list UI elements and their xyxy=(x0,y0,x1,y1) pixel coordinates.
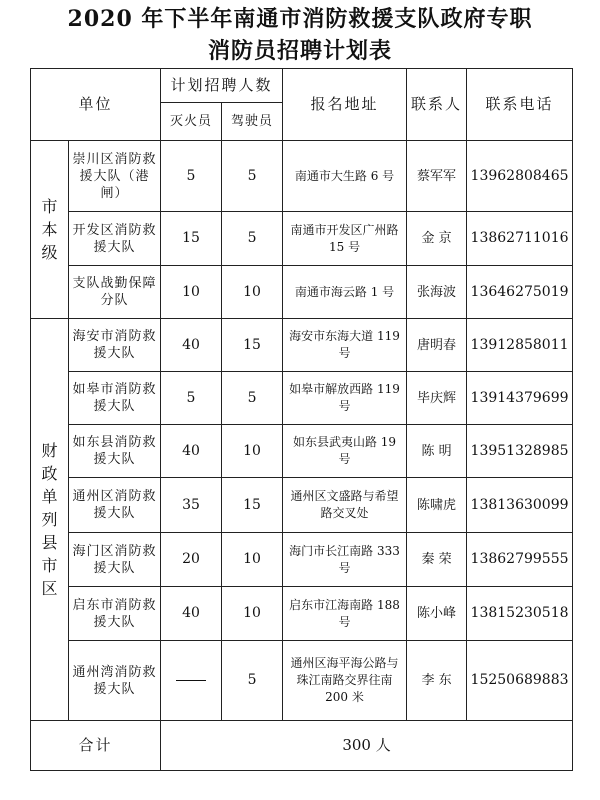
header-phone: 联系电话 xyxy=(467,69,573,141)
header-plan: 计划招聘人数 xyxy=(161,69,283,103)
table-row xyxy=(31,212,573,266)
address-cell: 如皋市解放西路 119 号 xyxy=(283,372,407,425)
phone-cell: 13815230518 xyxy=(467,587,573,641)
firefighter-count xyxy=(161,641,222,721)
driver-count: 5 xyxy=(222,141,283,212)
firefighter-count: 40 xyxy=(161,425,222,478)
table-row xyxy=(31,141,573,212)
phone-cell: 13914379699 xyxy=(467,372,573,425)
group-label-char: 市 xyxy=(41,556,58,575)
header-driver: 驾驶员 xyxy=(222,103,283,141)
contact-cell: 张海波 xyxy=(407,266,467,319)
driver-count: 5 xyxy=(222,372,283,425)
unit-cell: 通州区消防救援大队 xyxy=(69,478,161,533)
driver-count: 15 xyxy=(222,319,283,372)
unit-cell: 海门区消防救援大队 xyxy=(69,533,161,587)
phone-cell: 13862711016 xyxy=(467,212,573,266)
contact-cell: 秦 荣 xyxy=(407,533,467,587)
phone-cell: 13912858011 xyxy=(467,319,573,372)
address-cell: 南通市大生路 6 号 xyxy=(283,141,407,212)
phone-cell: 15250689883 xyxy=(467,641,573,721)
table-row xyxy=(31,533,573,587)
document-title-line1: 2020 年下半年南通市消防救援支队政府专职 xyxy=(67,6,533,32)
firefighter-count: 15 xyxy=(161,212,222,266)
contact-cell: 唐明春 xyxy=(407,319,467,372)
address-cell: 通州区海平海公路与珠江南路交界往南 200 米 xyxy=(283,641,407,721)
address-cell: 海安市东海大道 119 号 xyxy=(283,319,407,372)
contact-cell: 陈小峰 xyxy=(407,587,467,641)
recruitment-plan-table xyxy=(30,68,573,771)
firefighter-count: 20 xyxy=(161,533,222,587)
group-label-char: 区 xyxy=(41,579,58,598)
contact-cell: 毕庆辉 xyxy=(407,372,467,425)
driver-count: 10 xyxy=(222,587,283,641)
driver-count: 5 xyxy=(222,212,283,266)
header-unit: 单位 xyxy=(31,69,161,141)
contact-cell: 蔡军军 xyxy=(407,141,467,212)
contact-cell: 陈 明 xyxy=(407,425,467,478)
contact-cell: 陈啸虎 xyxy=(407,478,467,533)
firefighter-count: 5 xyxy=(161,372,222,425)
group-label-char: 本 xyxy=(41,220,58,239)
unit-cell: 崇川区消防救援大队（港闸） xyxy=(69,141,161,212)
driver-count: 5 xyxy=(222,641,283,721)
group-label-char: 列 xyxy=(41,510,58,529)
total-label: 合计 xyxy=(31,721,161,771)
address-cell: 启东市江海南路 188 号 xyxy=(283,587,407,641)
address-cell: 南通市海云路 1 号 xyxy=(283,266,407,319)
unit-cell: 海安市消防救援大队 xyxy=(69,319,161,372)
table-row xyxy=(31,587,573,641)
phone-cell: 13962808465 xyxy=(467,141,573,212)
group-label xyxy=(31,319,69,721)
driver-count: 10 xyxy=(222,533,283,587)
unit-cell: 如东县消防救援大队 xyxy=(69,425,161,478)
driver-count: 15 xyxy=(222,478,283,533)
total-value: 300 人 xyxy=(161,721,573,771)
phone-cell: 13951328985 xyxy=(467,425,573,478)
group-label-char: 财 xyxy=(41,441,58,460)
header-firefighter: 灭火员 xyxy=(161,103,222,141)
address-cell: 如东县武夷山路 19 号 xyxy=(283,425,407,478)
header-contact: 联系人 xyxy=(407,69,467,141)
group-label-char: 政 xyxy=(41,464,58,483)
firefighter-count: 40 xyxy=(161,319,222,372)
group-label-char: 级 xyxy=(41,243,58,262)
driver-count: 10 xyxy=(222,425,283,478)
address-cell: 通州区文盛路与希望路交叉处 xyxy=(283,478,407,533)
phone-cell: 13813630099 xyxy=(467,478,573,533)
unit-cell: 支队战勤保障分队 xyxy=(69,266,161,319)
table-body xyxy=(31,141,573,721)
header-address: 报名地址 xyxy=(283,69,407,141)
address-cell: 南通市开发区广州路 15 号 xyxy=(283,212,407,266)
firefighter-count: 35 xyxy=(161,478,222,533)
document-title-line2: 消防员招聘计划表 xyxy=(207,38,392,64)
unit-cell: 开发区消防救援大队 xyxy=(69,212,161,266)
address-cell: 海门市长江南路 333 号 xyxy=(283,533,407,587)
unit-cell: 启东市消防救援大队 xyxy=(69,587,161,641)
unit-cell: 如皋市消防救援大队 xyxy=(69,372,161,425)
driver-count: 10 xyxy=(222,266,283,319)
unit-cell: 通州湾消防救援大队 xyxy=(69,641,161,721)
table-row xyxy=(31,478,573,533)
group-label-char: 县 xyxy=(41,533,58,552)
group-label-char: 单 xyxy=(41,487,58,506)
table-row xyxy=(31,319,573,372)
contact-cell: 李 东 xyxy=(407,641,467,721)
contact-cell: 金 京 xyxy=(407,212,467,266)
firefighter-count: 5 xyxy=(161,141,222,212)
table-row xyxy=(31,425,573,478)
table-row xyxy=(31,372,573,425)
empty-dash xyxy=(176,680,206,681)
firefighter-count: 10 xyxy=(161,266,222,319)
group-label xyxy=(31,141,69,319)
phone-cell: 13862799555 xyxy=(467,533,573,587)
group-label-char: 市 xyxy=(41,197,58,216)
table-row xyxy=(31,266,573,319)
firefighter-count: 40 xyxy=(161,587,222,641)
phone-cell: 13646275019 xyxy=(467,266,573,319)
table-row xyxy=(31,641,573,721)
